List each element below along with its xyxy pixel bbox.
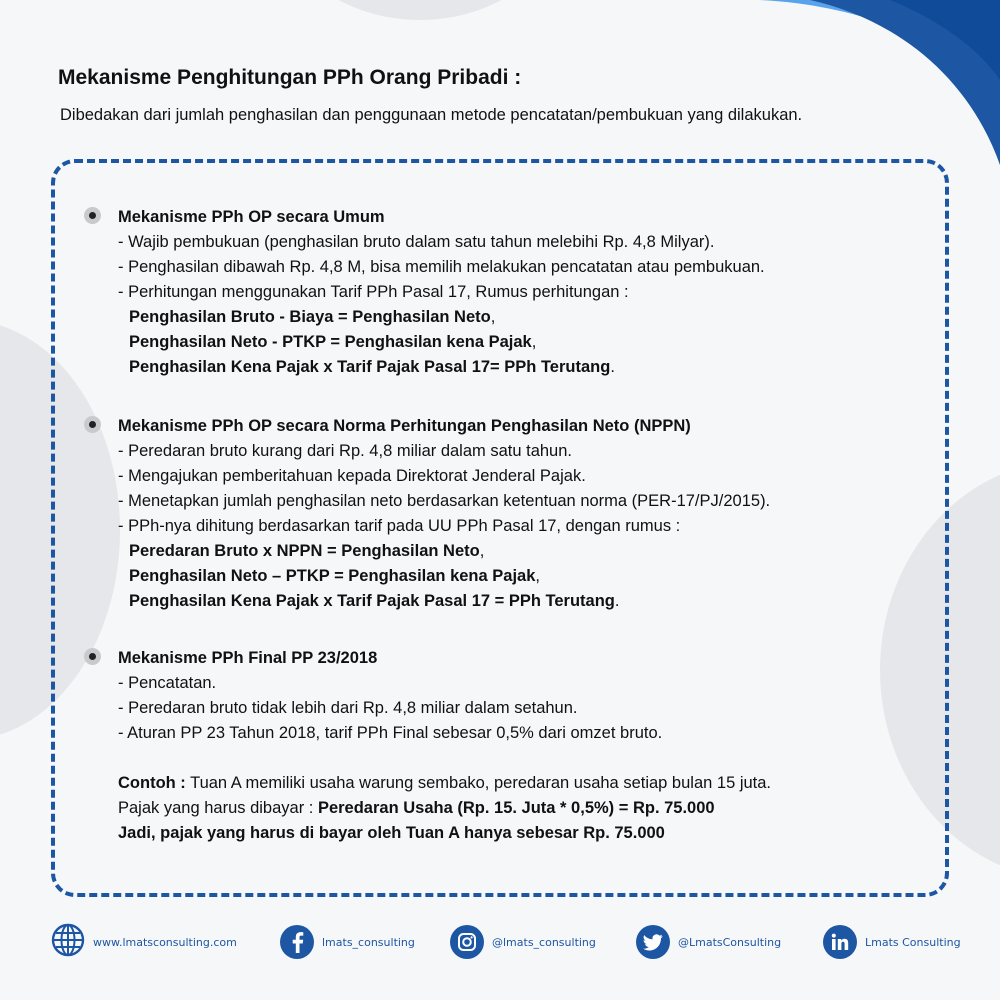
list-item: - Aturan PP 23 Tahun 2018, tarif PPh Final sebesar 0,5% dari omzet bruto.: [118, 724, 663, 742]
instagram-icon: [450, 925, 484, 959]
list-item: - Peredaran bruto tidak lebih dari Rp. 4,8 miliar dalam setahun.: [118, 699, 578, 717]
globe-icon: [51, 923, 85, 962]
list-item: - Pencatatan.: [118, 674, 217, 692]
formula-line: Penghasilan Neto - PTKP = Penghasilan kena Pajak,: [129, 333, 537, 351]
list-item: - Penghasilan dibawah Rp. 4,8 M, bisa memilih melakukan pencatatan atau pembukuan.: [118, 258, 765, 276]
twitter-icon: [636, 925, 670, 959]
footer-instagram[interactable]: [450, 924, 596, 960]
corner-decoration: [740, 0, 1000, 180]
linkedin-icon: [823, 925, 857, 959]
facebook-icon: [280, 925, 314, 959]
footer-twitter-text: @LmatsConsulting: [678, 935, 782, 949]
list-item: - Peredaran bruto kurang dari Rp. 4,8 miliar dalam satu tahun.: [118, 442, 572, 460]
list-item: - Menetapkan jumlah penghasilan neto berdasarkan ketentuan norma (PER-17/PJ/2015).: [118, 492, 771, 510]
formula-line: Penghasilan Neto – PTKP = Penghasilan kena Pajak,: [129, 567, 540, 585]
bullet-icon: [84, 416, 101, 433]
footer-linkedin[interactable]: [823, 924, 961, 960]
page-subtitle: Dibedakan dari jumlah penghasilan dan penggunaan metode pencatatan/pembukuan yang dilakukan.: [60, 106, 803, 124]
page-title: Mekanisme Penghitungan PPh Orang Pribadi :: [58, 66, 522, 89]
bullet-icon: [84, 648, 101, 665]
formula-line: Penghasilan Kena Pajak x Tarif Pajak Pasal 17 = PPh Terutang.: [129, 592, 620, 610]
section-heading: Mekanisme PPh OP secara Umum: [118, 208, 385, 226]
list-item: - Perhitungan menggunakan Tarif PPh Pasal 17, Rumus perhitungan :: [118, 283, 629, 301]
footer-instagram-text: @lmats_consulting: [492, 935, 596, 949]
example-label: Contoh :: [118, 774, 186, 792]
list-item: - Mengajukan pemberitahuan kepada Direktorat Jenderal Pajak.: [118, 467, 586, 485]
footer: [0, 924, 1000, 964]
section-heading: Mekanisme PPh OP secara Norma Perhitungan Penghasilan Neto (NPPN): [118, 417, 691, 435]
bullet-icon: [84, 207, 101, 224]
footer-twitter[interactable]: [636, 924, 781, 960]
example-line: Contoh : Tuan A memiliki usaha warung sembako, peredaran usaha setiap bulan 15 juta.: [118, 774, 772, 792]
list-item: - PPh-nya dihitung berdasarkan tarif pada UU PPh Pasal 17, dengan rumus :: [118, 517, 681, 535]
list-item: - Wajib pembukuan (penghasilan bruto dalam satu tahun melebihi Rp. 4,8 Milyar).: [118, 233, 715, 251]
footer-facebook[interactable]: [280, 924, 415, 960]
tax-line: Pajak yang harus dibayar : Peredaran Usaha (Rp. 15. Juta * 0,5%) = Rp. 75.000: [118, 799, 715, 817]
footer-linkedin-text: Lmats Consulting: [865, 935, 961, 949]
conclusion-line: Jadi, pajak yang harus di bayar oleh Tuan A hanya sebesar Rp. 75.000: [118, 824, 665, 842]
footer-facebook-text: lmats_consulting: [322, 935, 415, 949]
formula-line: Penghasilan Kena Pajak x Tarif Pajak Pasal 17= PPh Terutang.: [129, 358, 615, 376]
footer-website[interactable]: [51, 924, 237, 960]
formula-line: Peredaran Bruto x NPPN = Penghasilan Neto,: [129, 542, 485, 560]
formula-line: Penghasilan Bruto - Biaya = Penghasilan Neto,: [129, 308, 496, 326]
footer-website-text: www.lmatsconsulting.com: [93, 935, 237, 949]
background-circle-top: [270, 0, 570, 20]
section-heading: Mekanisme PPh Final PP 23/2018: [118, 649, 378, 667]
